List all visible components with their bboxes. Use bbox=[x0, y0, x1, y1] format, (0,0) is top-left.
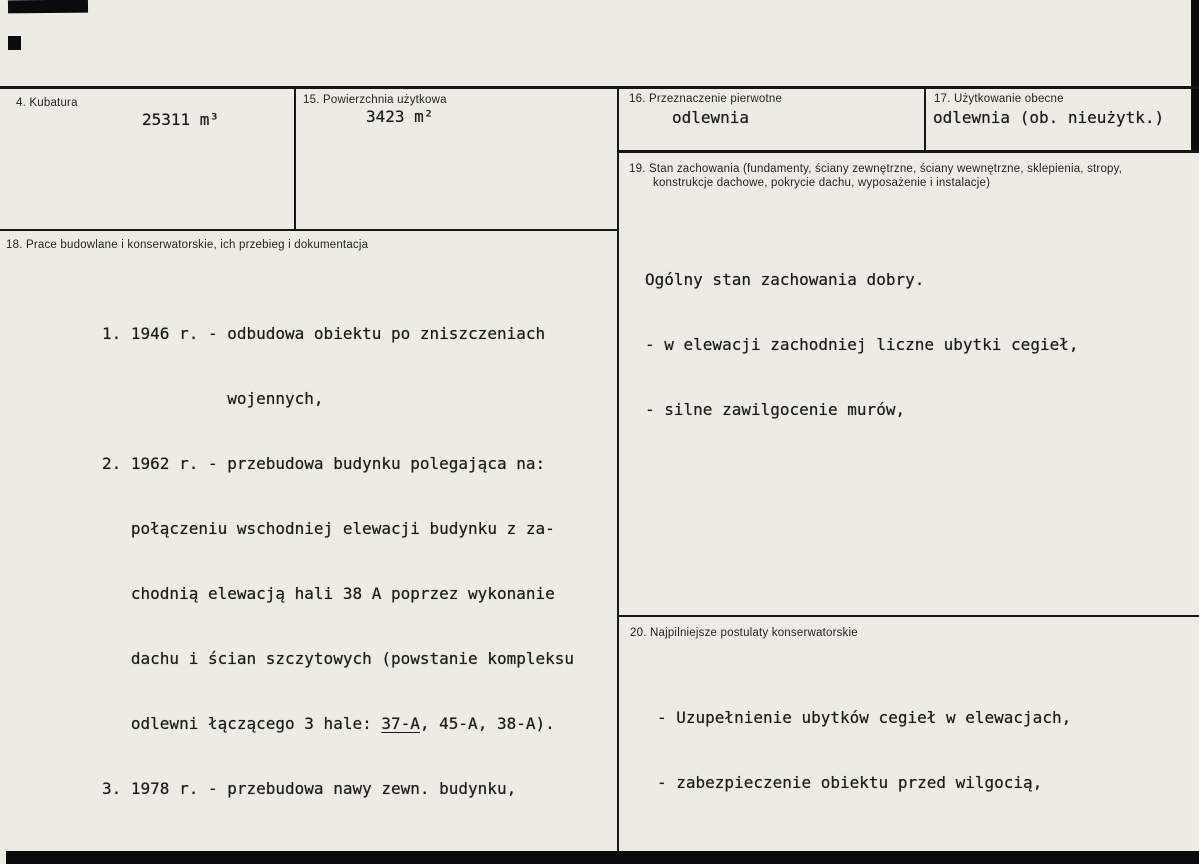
field-uzytkowanie-label: 17. Użytkowanie obecne bbox=[934, 93, 1064, 105]
scan-artifact-right-strip bbox=[1191, 0, 1199, 152]
rule-19-bottom bbox=[618, 615, 1199, 617]
hale-post: , 45-A, 38-A). bbox=[419, 714, 555, 733]
postulaty-line: - zabezpieczenie obiektu przed wilgocią, bbox=[657, 773, 1043, 792]
scan-artifact-bottom-bar bbox=[6, 851, 1199, 864]
field-prace-content bbox=[102, 282, 574, 840]
rule-right-cells-bottom bbox=[618, 150, 1199, 153]
prace-line: wojennych, bbox=[102, 389, 324, 408]
prace-line: chodnią elewacją hali 38 A poprzez wykonanie bbox=[102, 584, 555, 603]
rule-divider-4-15 bbox=[294, 88, 296, 231]
prace-line: 3. 1978 r. - przebudowa nawy zewn. budynku, bbox=[102, 779, 517, 798]
field-kubatura-value: 25311 m³ bbox=[142, 110, 220, 129]
rule-left-cells-bottom bbox=[0, 229, 618, 231]
stan-line: - w elewacji zachodniej liczne ubytki cegieł, bbox=[645, 335, 1079, 354]
field-postulaty-content bbox=[657, 666, 1071, 834]
field-prace-label: 18. Prace budowlane i konserwatorskie, ich przebieg i dokumentacja bbox=[6, 239, 369, 251]
rule-top-horizontal bbox=[0, 86, 1199, 89]
field-postulaty-label: 20. Najpilniejsze postulaty konserwatorskie bbox=[630, 627, 858, 639]
prace-line: połączeniu wschodniej elewacji budynku z za- bbox=[102, 519, 555, 538]
scan-artifact-top-left bbox=[8, 0, 88, 13]
postulaty-line: - Uzupełnienie ubytków cegieł w elewacjach, bbox=[657, 708, 1072, 727]
rule-divider-16-17 bbox=[924, 88, 926, 152]
prace-line-hale bbox=[102, 710, 574, 737]
scan-artifact-left-square bbox=[8, 36, 21, 50]
rule-main-vertical bbox=[617, 86, 619, 852]
prace-line: dachu i ścian szczytowych (powstanie kompleksu bbox=[102, 649, 575, 668]
field-powierzchnia-label: 15. Powierzchnia użytkowa bbox=[303, 94, 447, 106]
field-uzytkowanie-value: odlewnia (ob. nieużytk.) bbox=[933, 108, 1165, 127]
field-kubatura-label: 4. Kubatura bbox=[16, 97, 78, 109]
hale-pre: odlewni łączącego 3 hale: bbox=[102, 714, 382, 733]
field-stan-content bbox=[645, 228, 1078, 461]
hale-underlined: 37-A bbox=[381, 714, 420, 733]
field-przeznaczenie-value: odlewnia bbox=[672, 108, 750, 127]
field-powierzchnia-value: 3423 m² bbox=[366, 107, 434, 126]
stan-line: - silne zawilgocenie murów, bbox=[645, 400, 906, 419]
field-przeznaczenie-label: 16. Przeznaczenie pierwotne bbox=[629, 93, 783, 105]
field-stan-label: 19. Stan zachowania (fundamenty, ściany zewnętrzne, ściany wewnętrzne, sklepienia, stropy, konstrukcje dachowe, pokrycie dachu, wyposażenie i instalacje) bbox=[629, 163, 1123, 189]
prace-line: 1. 1946 r. - odbudowa obiektu po zniszczeniach bbox=[102, 324, 546, 343]
prace-line: 2. 1962 r. - przebudowa budynku polegająca na: bbox=[102, 454, 546, 473]
stan-line: Ogólny stan zachowania dobry. bbox=[645, 270, 925, 289]
